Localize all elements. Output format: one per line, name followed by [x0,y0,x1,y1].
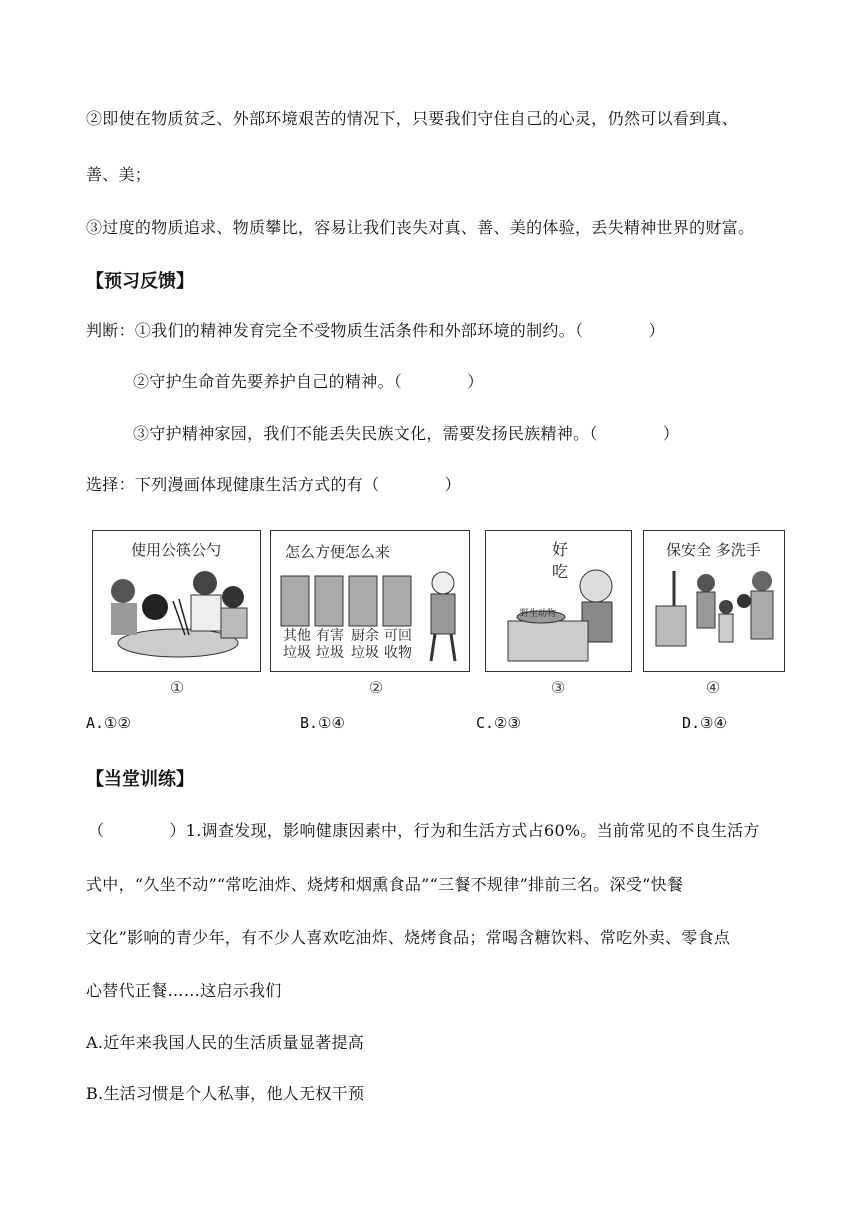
question-1-line-3: 文化”影响的青少年，有不少人喜欢吃油炸、烧烤食品；常喝含糖饮料、常吃外卖、零食点 [86,928,731,947]
shared-meal-illustration [93,561,260,671]
panel-4-caption: 保安全 多洗手 [666,541,761,559]
cartoon-panel-3 [485,530,632,672]
judge-item-1: 判断：①我们的精神发育完全不受物质生活条件和外部环境的制约。（ ） [86,321,665,340]
panel-number-3: ③ [550,678,566,697]
panel-number-4: ④ [705,678,721,697]
question-1-option-a: A.近年来我国人民的生活质量显著提高 [86,1033,365,1052]
question-1-line-2: 式中，“久坐不动”“常吃油炸、烧烤和烟熏食品”“三餐不规律”排前三名。深受“快餐 [86,875,684,894]
intro-line-2: 善、美； [86,165,152,184]
choice-option-c: C.②③ [476,714,521,732]
question-1-line-4: 心替代正餐……这启示我们 [86,981,282,1000]
bin-label-hazardous: 有害 垃圾 [316,628,344,661]
question-1-line-1: （ ）1.调查发现，影响健康因素中，行为和生活方式占60%。当前常见的不良生活方 [88,821,760,840]
intro-line-1: ②即使在物质贫乏、外部环境艰苦的情况下，只要我们守住自己的心灵，仍然可以看到真、 [86,109,739,128]
preview-heading: 【预习反馈】 [86,271,194,292]
hand-washing-illustration [644,531,784,671]
cartoon-panel-1 [92,530,261,672]
practice-heading: 【当堂训练】 [86,769,194,790]
bin-label-recyclable: 可回 收物 [384,628,412,661]
eating-wild-animal-illustration [486,531,631,671]
intro-line-3: ③过度的物质追求、物质攀比，容易让我们丧失对真、善、美的体验，丢失精神世界的财富。 [86,218,755,237]
panel-1-caption: 使用公筷公勺 [131,541,222,559]
cartoon-panel-2 [270,530,470,672]
choice-option-d: D.③④ [682,714,727,732]
bin-label-other: 其他 垃圾 [283,628,311,661]
judge-item-3: ③守护精神家园，我们不能丢失民族文化，需要发扬民族精神。（ ） [133,424,680,443]
judge-item-2: ②守护生命首先要养护自己的精神。（ ） [133,372,484,391]
choice-option-a: A.①② [86,714,131,732]
question-1-option-b: B.生活习惯是个人私事，他人无权干预 [86,1084,365,1103]
panel-number-2: ② [368,678,384,697]
panel-3-caption: 好 吃 [552,540,569,581]
choice-question: 选择：下列漫画体现健康生活方式的有（ ） [86,475,461,494]
choice-option-b: B.①④ [300,714,345,732]
panel-3-sign: 野生动物 [520,609,557,619]
cartoon-panel-4 [643,530,785,672]
panel-2-caption: 怎么方便怎么来 [285,543,391,561]
bin-label-kitchen: 厨余 垃圾 [351,628,379,661]
panel-number-1: ① [169,678,185,697]
